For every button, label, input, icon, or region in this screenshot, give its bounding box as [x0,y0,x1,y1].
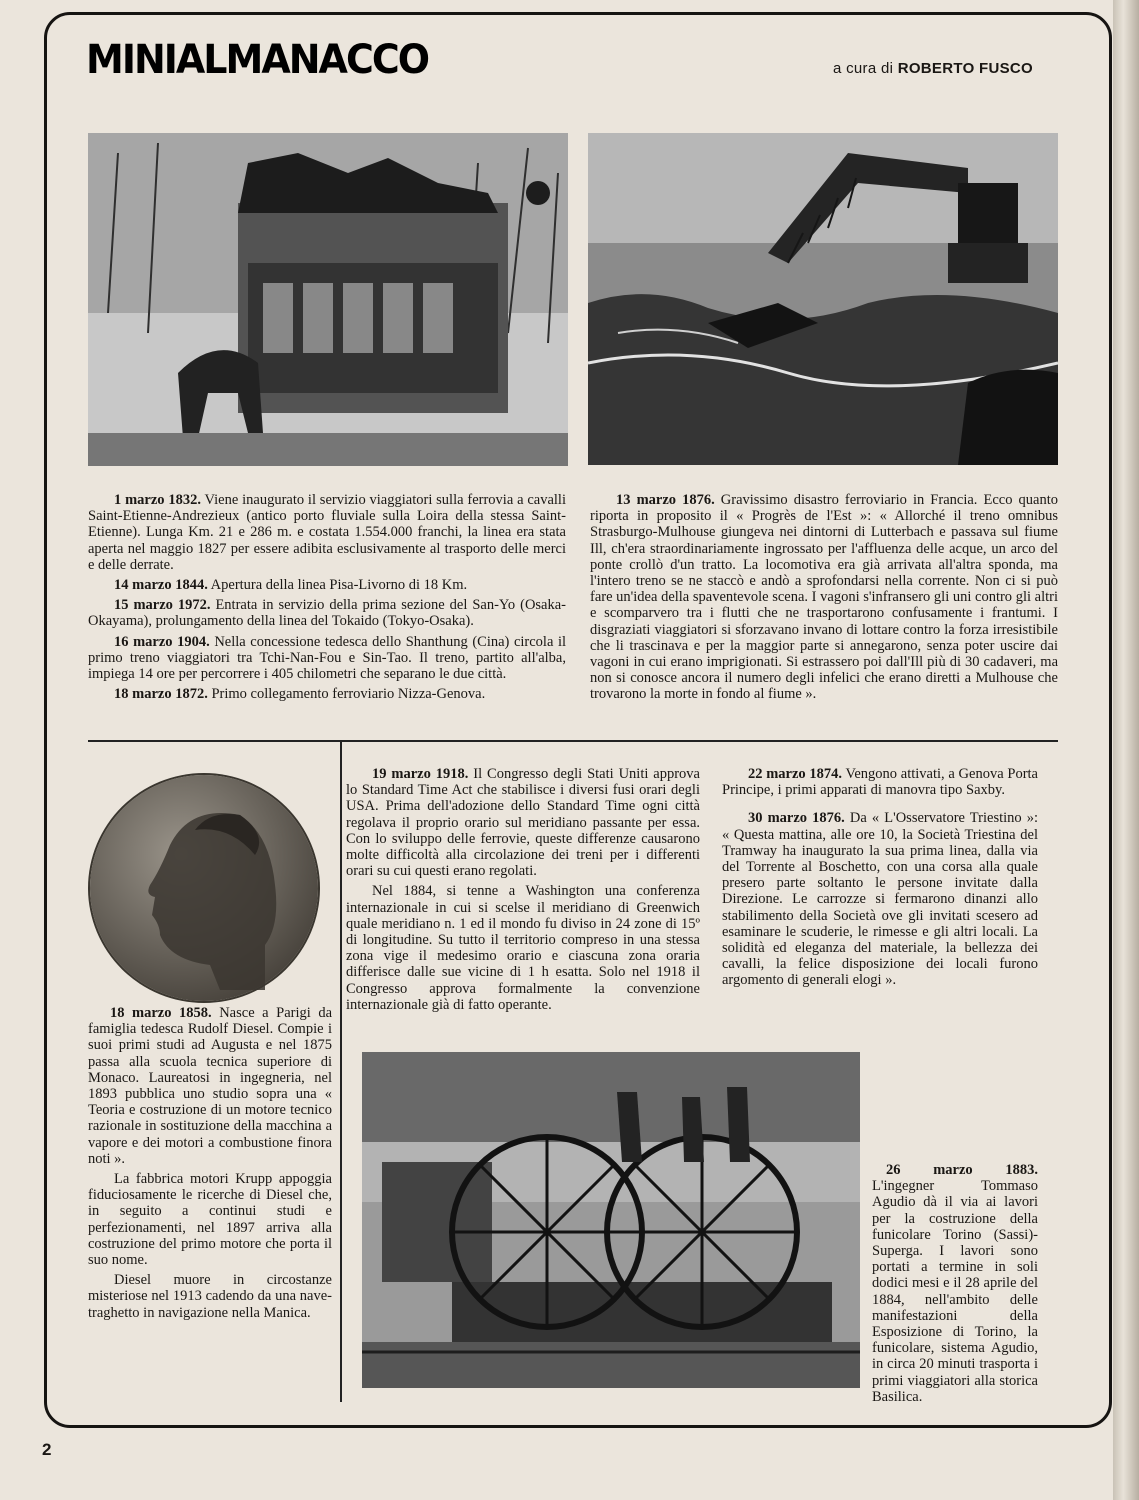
entry-paragraph: 16 marzo 1904. Nella concessione tedesca dello Shanthung (Cina) circola il primo treno viaggiatori tra Tchi-Nan-Fou e Sin-Tao. Il treno, partito all'alba, impiega 14 ore per percorrere i 405 chilometri che separano le due città. [88,633,567,683]
funicular-illustration [362,1052,860,1388]
diesel-profile-icon [90,775,318,1001]
standard-time-article [346,766,700,1017]
entry-paragraph: 1 marzo 1832. Viene inaugurato il servizio viaggiatori sulla ferrovia a cavalli Saint-Etienne-Andrezieux (antico porto fluviale sulla Loira della stessa Saint-Etienne). Lunga Km. 21 e 286 m. e costata 1.554.000 franchi, la linea era stata aperta nel maggio 1827 per essere adibita esclusivamente al trasporto delle merci e delle derrate. [88,492,566,573]
entry-paragraph: Diesel muore in circostanze misteriose nel 1913 cadendo da una nave-traghetto in navigazione nella Manica. [88,1272,332,1321]
entry-paragraph: La fabbrica motori Krupp appoggia fiduciosamente le ricerche di Diesel che, in seguito a continui studi e perfezionamenti, nel 1897 arriva alla costruzione del primo motore che porta il suo nome. [88,1171,332,1269]
byline-author: ROBERTO FUSCO [897,60,1033,77]
entry-paragraph: Nel 1884, si tenne a Washington una conferenza internazionale in cui si scelse il meridiano di Greenwich quale meridiano n. 1 ed il mondo fu diviso in 24 zone di 15º di longitudine. Su tutto il territorio compreso in una stessa zona vige il medesimo orario e ciascuna zona oraria differisce dalle sue vicine di 1 h esatta. Solo nel 1918 il Congresso approva formalmente la convenzione internazionale già di fatto operante. [346,883,700,1013]
entry-paragraph: 18 marzo 1858. Nasce a Parigi da famiglia tedesca Rudolf Diesel. Compie i suoi primi studi ad Augusta e nel 1875 passa alla scuola tecnica superiore di Monaco. Laureatosi in ingegneria, nel 1893 pubblica uno studio sopra una « Teoria e costruzione di un motore tecnico razionale in sostituzione della macchina a vapore e dei motori a combustione finora noti ». [88,1005,332,1167]
masthead-title: MINIALMANACCO [86,36,429,83]
entry-paragraph: 19 marzo 1918. Il Congresso degli Stati Uniti approva lo Standard Time Act che stabilisce i diversi fusi orari degli USA. Prima dell'adozione dello Standard Time ogni città regolava il proprio orario sul meridiano passante per essa. Con lo sviluppo delle ferrovie, queste differenze causarono molte difficoltà alla circolazione dei treni per i differenti orari su cui questi erano regolati. [346,766,700,880]
byline [833,60,1033,77]
genova-trieste-article [722,766,1038,993]
entry-paragraph: 14 marzo 1844. Apertura della linea Pisa-Livorno di 18 Km. [114,577,468,594]
column-divider [340,742,342,1402]
entry-paragraph: 22 marzo 1874. Vengono attivati, a Genova Porta Principe, i primi apparati di manovra tipo Saxby. [722,766,1038,799]
entry-paragraph: 18 marzo 1872. Primo collegamento ferroviario Nizza-Genova. [114,686,486,703]
page-number: 2 [42,1440,52,1459]
diesel-medallion [90,775,318,1001]
entry-paragraph: 15 marzo 1972. Entrata in servizio della prima sezione del San-Yo (Osaka-Okayama), prolungamento della linea del Tokaido (Tokyo-Osaka). [88,597,567,630]
funicular-article [872,1162,1038,1409]
horse-tram-illustration [88,133,568,466]
entry-paragraph: 26 marzo 1883. L'ingegner Tommaso Agudio dà il via ai lavori per la costruzione della funicolare Torino (Sassi)-Superga. I lavori sono portati a termine in soli dodici mesi e il 28 aprile del 1884, nell'ambito delle manifestazioni della Esposizione di Torino, la funicolare, sistema Agudio, in circa 20 minuti trasporta i primi viaggiatori alla storica Basilica. [872,1162,1038,1405]
left-entries-column [88,492,566,706]
diesel-article [88,1005,332,1325]
disaster-article [590,492,1058,707]
entry-paragraph: 13 marzo 1876. Gravissimo disastro ferroviario in Francia. Ecco quanto riporta in proposito il « Progrès de l'Est »: « Allorché il treno omnibus Strasburgo-Mulhouse giungeva nei dintorni di Lutterbach e passava sul fiume Ill, ch'era straordinariamente ingrossato per l'affluenza delle acque, un arco del ponte crollò d'un tratto. La locomotiva era già arrivata all'altra sponda, ma l'intero treno se ne staccò e andò a sprofondarsi nella corrente. Non ci si può fare un'idea della spaventevole scena. I vagoni s'infransero gli uni contro gli altri e scomparvero tra i flutti che ne trasportarono confusamente i frantumi. I disgraziati viaggiatori si sforzavano invano di lottare contro la forza irresistibile che li trascinava e per la maggior parte si annegarono, senza poter uscire dai vagoni in cui erano imprigionati. Si estrassero poi dall'Ill più di 30 cadaveri, ma non si conosce ancora il numero degli infelici che erano diretti a Mulhouse che trovarono la morte in fondo al fiume ». [590,492,1058,703]
page-edge [1113,0,1139,1500]
bridge-disaster-illustration [588,133,1058,465]
entry-paragraph: 30 marzo 1876. Da « L'Osservatore Triestino »: « Questa mattina, alle ore 10, la Società Triestina del Tramway ha inaugurato la sua prima linea, dalla via del Torrente al Boschetto, con una corsa alla quale presero parte soltanto le persone invitate dalla Direzione. Le carrozze si fermarono dinanzi allo stabilimento della Società ove gli invitati scesero ad esaminare le scuderie, le rimesse e gli altri locali. La solidità ed eleganza del materiale, la bellezza dei cavalli, la felice disposizione dei locali furono argomento di generali elogi ». [722,810,1039,989]
byline-prefix: a cura di [833,60,894,77]
section-divider [88,740,1058,742]
